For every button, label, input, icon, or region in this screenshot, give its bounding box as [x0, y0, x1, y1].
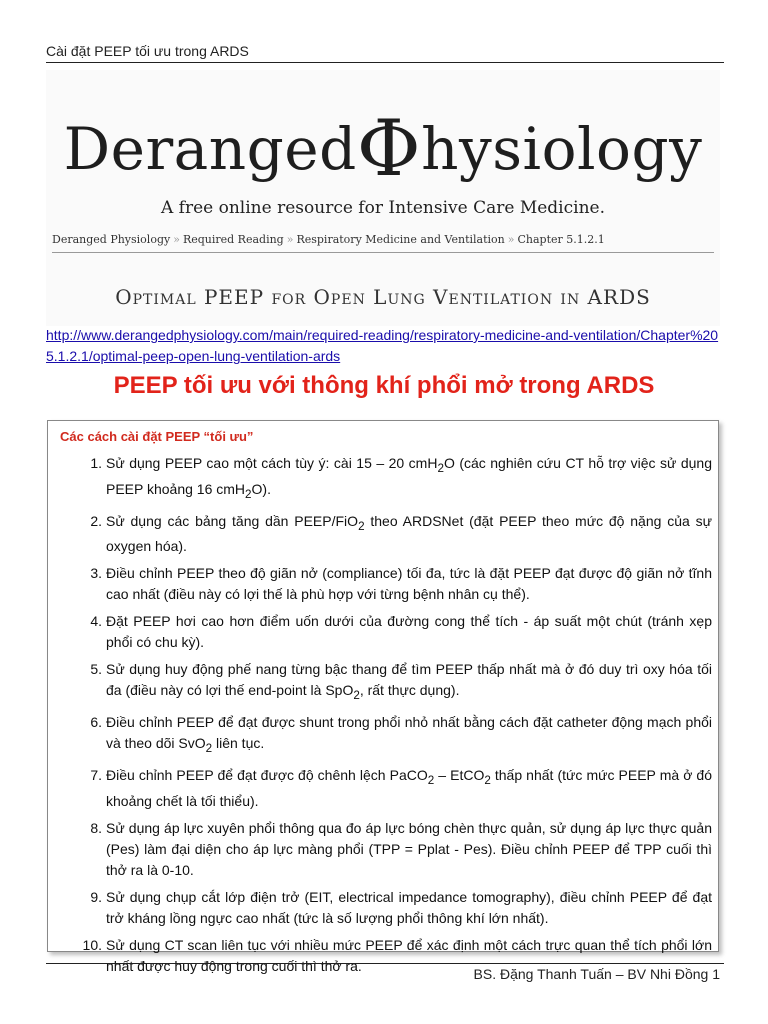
- list-item: [76, 712, 712, 759]
- peep-methods-box: [47, 420, 719, 974]
- list-item-number: 4.: [90, 613, 102, 630]
- box-heading: Các cách cài đặt PEEP “tối ưu”: [60, 429, 254, 444]
- logo-left: Deranged: [63, 115, 357, 183]
- header-divider: [46, 62, 724, 63]
- list-item-text: Sử dụng các bảng tăng dần PEEP/FiO$_2$ theo ARDSNet (đặt PEEP theo mức độ nặng của sự oxygen hóa).: [106, 512, 712, 555]
- page-title: PEEP tối ưu với thông khí phổi mở trong ARDS: [113, 372, 655, 399]
- list-item-number: 1.: [90, 455, 102, 471]
- list-item-text: Sử dụng chụp cắt lớp điện trở (EIT, electrical impedance tomography), điều chỉnh PEEP để đạt trở kháng lồng ngực cao nhất (tức là số lượng phổi thông khí lớn nhất).: [106, 888, 712, 926]
- logo-right: hysiology: [421, 115, 703, 183]
- list-item-number: 10.: [82, 936, 102, 953]
- page-footer: BS. Đặng Thanh Tuấn – BV Nhi Đồng 1: [473, 966, 720, 982]
- list-item-text: Điều chỉnh PEEP để đạt được shunt trong phổi nhỏ nhất bằng cách đặt catheter động mạch phổi và theo dõi SvO$_2$ liên tục.: [106, 714, 712, 755]
- page-header: Cài đặt PEEP tối ưu trong ARDS: [46, 43, 249, 59]
- site-logo: [46, 104, 720, 194]
- list-item-number: 9.: [90, 888, 102, 905]
- source-link[interactable]: http://www.derangedphysiology.com/main/required-reading/respiratory-medicine-and-ventilation/Chapter%205.1.2.1/optimal-peep-open-lung-ventilation-ards: [46, 327, 719, 364]
- phi-icon: Φ: [356, 104, 422, 194]
- list-item: [76, 563, 712, 605]
- list-item-text: Sử dụng huy động phế nang từng bậc thang để tìm PEEP thấp nhất mà ở đó duy trì oxy hóa tối đa (điều này có lợi thế end-point là SpO$_2$, rất thực dụng).: [106, 661, 712, 703]
- breadcrumb-separator: »: [507, 233, 515, 246]
- footer-divider: [46, 963, 724, 964]
- list-item-number: 7.: [90, 766, 102, 783]
- list-item: [76, 453, 712, 505]
- list-item: [76, 887, 712, 929]
- breadcrumb-separator: »: [286, 233, 294, 246]
- breadcrumb-item: Chapter 5.1.2.1: [517, 233, 605, 246]
- methods-list: [76, 453, 712, 983]
- deranged-physiology-banner: [46, 70, 720, 326]
- breadcrumb: [52, 233, 605, 246]
- list-item-text: Sử dụng áp lực xuyên phổi thông qua đo áp lực bóng chèn thực quản, sử dụng áp lực thực quản (Pes) làm đại diện cho áp lực màng phổi (TPP = Pplat - Pes). Điều chỉnh PEEP để TPP cuối thì thở ra là 0-10.: [106, 819, 712, 878]
- list-item-number: 5.: [90, 661, 102, 678]
- breadcrumb-item: Respiratory Medicine and Ventilation: [296, 233, 505, 246]
- list-item-number: 6.: [90, 714, 102, 731]
- list-item-number: 3.: [90, 565, 102, 582]
- list-item-text: Điều chỉnh PEEP theo độ giãn nở (compliance) tối đa, tức là đặt PEEP đạt được độ giãn nở tĩnh cao nhất (điều này có lợi thế là phù hợp với từng bệnh nhân cụ thể).: [106, 565, 712, 603]
- breadcrumb-item: Required Reading: [182, 233, 284, 246]
- list-item-text: Đặt PEEP hơi cao hơn điểm uốn dưới của đường cong thể tích - áp suất một chút (tránh xẹp phổi có chu kỳ).: [106, 613, 712, 651]
- breadcrumb-item: Deranged Physiology: [52, 233, 171, 246]
- list-item: [76, 659, 712, 706]
- list-item-number: 8.: [90, 819, 102, 836]
- list-item-text: Sử dụng PEEP cao một cách tùy ý: cài 15 – 20 cmH$_2$O (các nghiên cứu CT hỗ trợ việc sử dụng PEEP khoảng 16 cmH$_2$O).: [106, 455, 713, 501]
- list-item-text: Điều chỉnh PEEP để đạt được độ chênh lệch PaCO$_2$ – EtCO$_2$ thấp nhất (tức mức PEEP mà ở đó khoảng chết là tối thiểu).: [106, 766, 713, 809]
- site-tagline: A free online resource for Intensive Care Medicine.: [161, 198, 605, 218]
- list-item: [76, 611, 712, 653]
- list-item: [76, 765, 712, 812]
- list-item-number: 2.: [90, 512, 102, 529]
- breadcrumb-divider: [52, 252, 714, 253]
- breadcrumb-separator: »: [173, 233, 180, 246]
- list-item: [76, 818, 712, 881]
- list-item: [76, 511, 712, 558]
- article-title: Optimal PEEP for Open Lung Ventilation in ARDS: [115, 285, 651, 309]
- list-item-text: Sử dụng CT scan liên tục với nhiều mức PEEP để xác định một cách trực quan thể tích phổi lớn nhất được huy động trong cuối thì thở ra.: [106, 936, 712, 974]
